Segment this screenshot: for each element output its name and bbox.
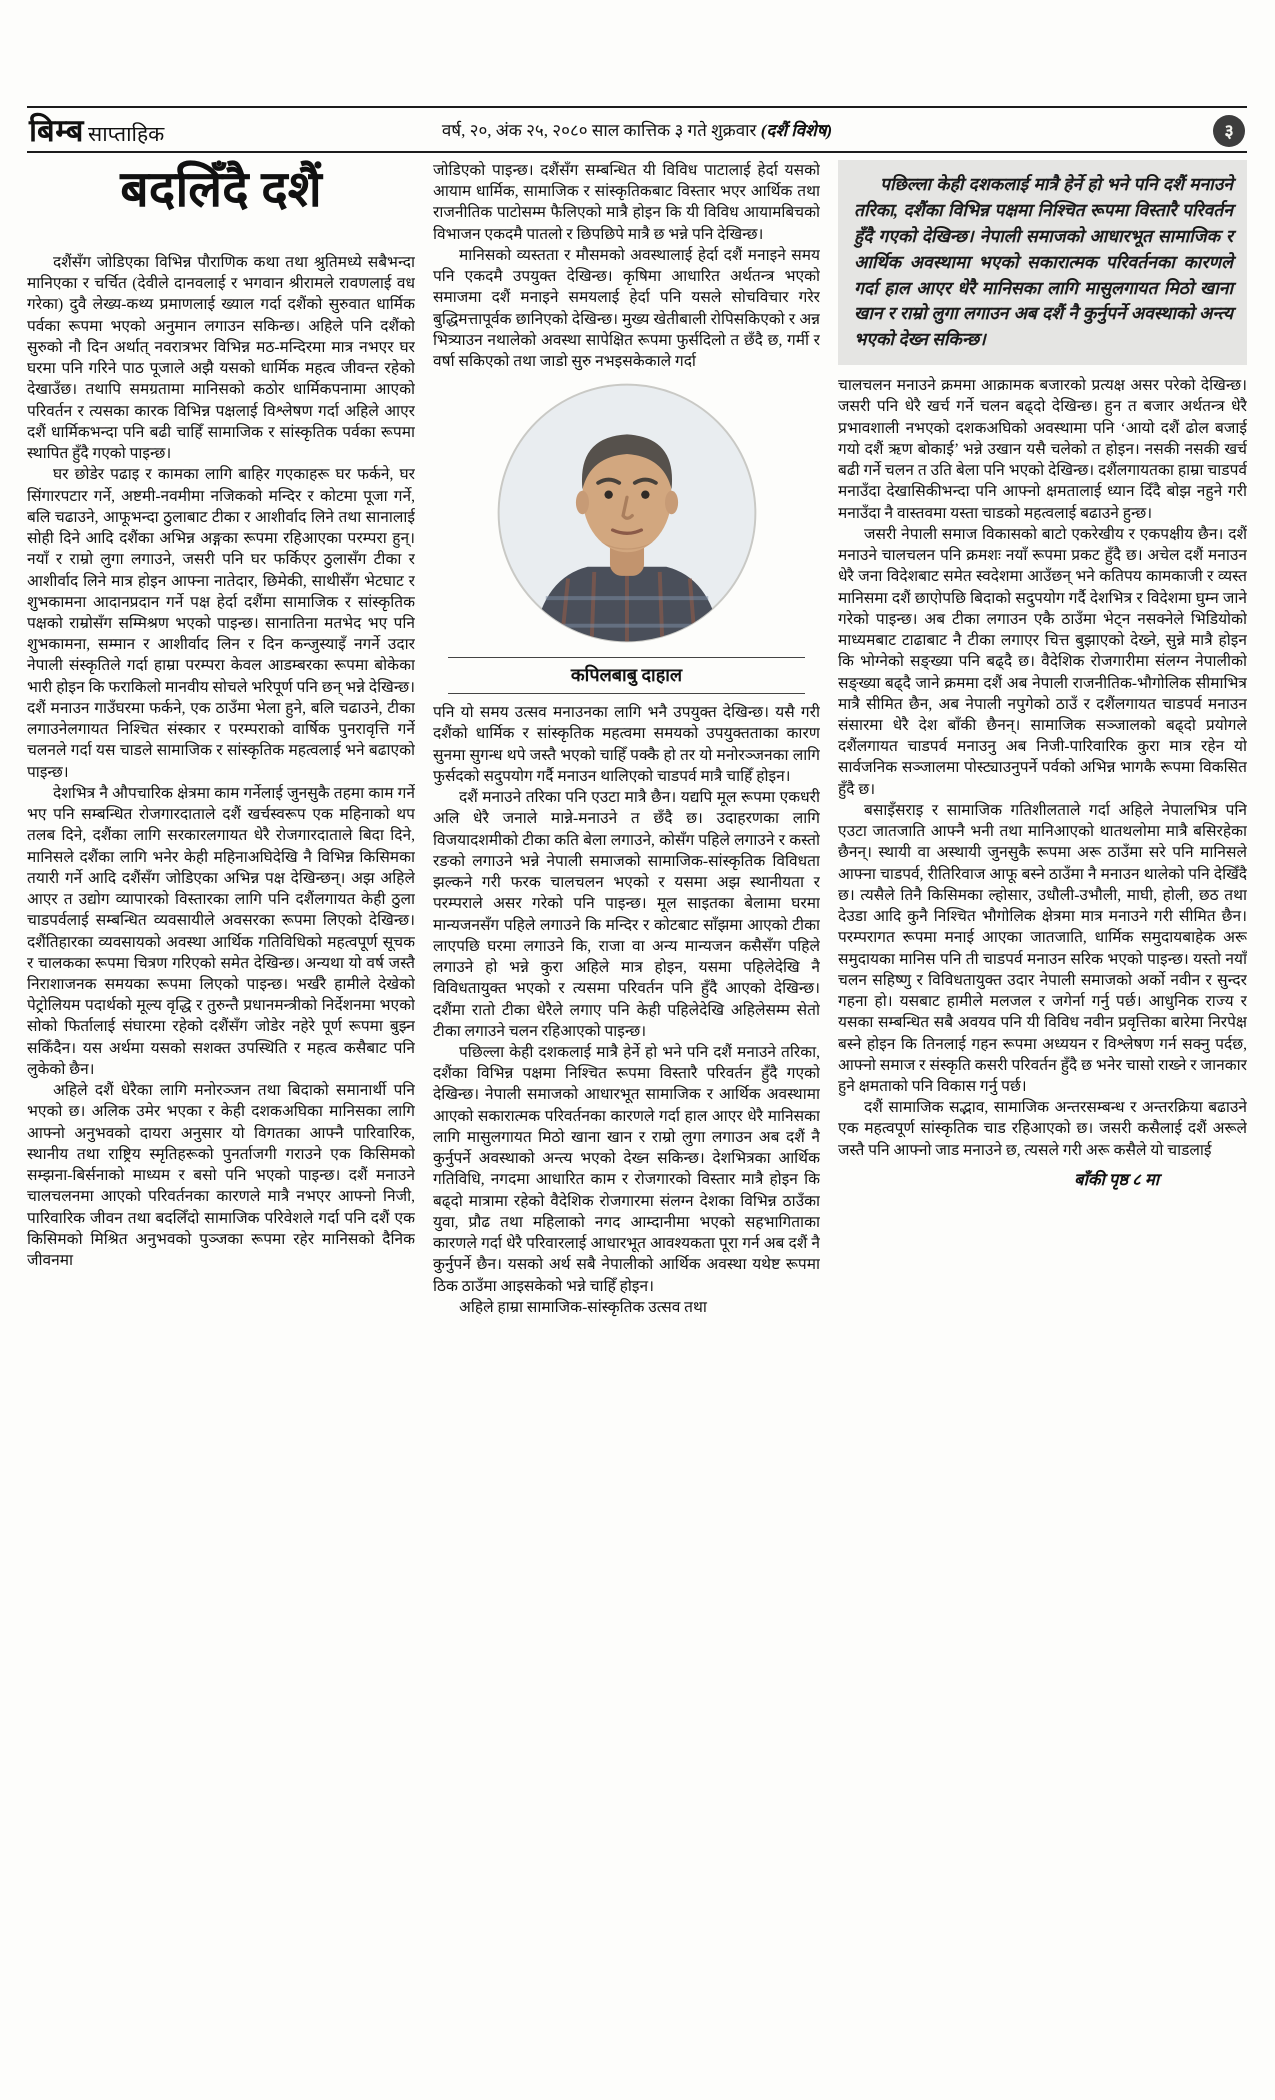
dateline (27, 118, 1247, 141)
article-paragraph: मानिसको व्यस्तता र मौसमको अवस्थालाई हेर्दा दशैं मनाइने समय पनि एकदमै उपयुक्त देखिन्छ। कृषिमा आधारित अर्थतन्त्र भएको समाजमा दशैं मनाइने समयलाई हेर्दा पनि यसले सोचविचार गरेर बुद्धिमत्तापूर्वक छानिएको देखिन्छ। मुख्य खेतीबाली रोपिसकिएको र अन्न भित्र्याउन नथालेको अवस्था सापेक्षित रूपमा फुर्सदिलो त छँदै छ, गर्मी र वर्षा सकिएको तथा जाडो सुरु नभइसकेकाले गर्दा (433, 246, 820, 371)
article-paragraph: अहिले दशैं धेरैका लागि मनोरञ्जन तथा बिदाको समानार्थी पनि भएको छ। अलिक उमेर भएका र केही दशकअघिका मानिसका लागि आफ्नो अनुभवको दायरा अनुसार यो विगतका आफ्नै पारिवारिक, स्थानीय तथा राष्ट्रिय स्मृतिहरूको पुनर्ताजगी गराउने एक किसिमको सम्झना-बिर्सनाको माध्यम र बसो पनि भएको पाइन्छ। दशैं मनाउने चालचलनमा आएको परिवर्तनका कारणले मात्रै नभएर आफ्नो निजी, पारिवारिक जीवन तथा बदलिँदो सामाजिक परिवेशले गर्दा पनि दशैं एक किसिमको मिश्रित अनुभवको पुञ्जका रूपमा रहेर मानिसको दैनिक जीवनमा (27, 1082, 415, 1270)
article-paragraph: जोडिएको पाइन्छ। दशैंसँग सम्बन्धित यी विविध पाटालाई हेर्दा यसको आयाम धार्मिक, सामाजिक र सांस्कृतिकबाट विस्तार भएर आर्थिक तथा राजनीतिक पाटोसम्म फैलिएको मात्रै होइन कि यी विविध आयामबिचको विभाजन एकदमै पातलो र छिपछिपे मात्रै छ भन्ने पनि देखिन्छ। (433, 162, 820, 243)
page-number: ३ (1224, 121, 1234, 141)
masthead (27, 106, 1247, 153)
continuation-note: बाँकी पृष्ठ ८ मा (1074, 1169, 1159, 1189)
article-column-2 (433, 160, 820, 2082)
article-column-1 (27, 252, 415, 2082)
date-text: वर्ष, २०, अंक २५, २०८० साल कात्तिक ३ गते शुक्रवार (441, 121, 757, 140)
article-paragraph: बसाइँसराइ र सामाजिक गतिशीलताले गर्दा अहिले नेपालभित्र पनि एउटा जातजाति आफ्नै भनी तथा मानिआएको थातथलोमा मात्रै बसिरहेका छैनन्। स्थायी वा अस्थायी जुनसुकै रूपमा अरू ठाउँमा सरे पनि मानिसले आफ्ना चाडपर्व, रीतिरिवाज आफू बस्ने ठाउँमा नै मनाउन थालेको पनि देखिँदै छ। त्यसैले तिनै किसिमका ल्होसार, उधौली-उभौली, माघी, होली, छठ तथा देउडा आदि कुनै निश्चित भौगोलिक क्षेत्रमा मात्र मनाउने गरी सीमित छैन। परम्परागत रूपमा मनाई आएका जातजाति, धार्मिक समुदायबाहेक अरू समुदायका मानिस पनि ती चाडपर्व मनाउन सरिक भएको पाइन्छ। यस्तो नयाँ चलन सहिष्णु र विविधतायुक्त उदार नेपाली समाजको अर्को नवीन र सुन्दर गहना हो। यसबाट हामीले मलजल र जगेर्ना गर्नु पर्छ। आधुनिक राज्य र यसका सम्बन्धित सबै अवयव पनि यी विविध नवीन प्रवृत्तिका बारेमा निरपेक्ष बस्ने होइन कि तिनलाई गहन रूपमा अध्ययन र विश्लेषण गर्न सक्नु पर्दछ, आफ्नो समाज र संस्कृति कसरी परिवर्तन हुँदै छ भनेर चासो राख्ने र जानकार हुने क्षमताको पनि विकास गर्नु पर्छ। (838, 801, 1247, 1095)
page-number-badge (1213, 115, 1245, 147)
article-headline: बदलिँदै दशैं (120, 161, 322, 217)
paper-subtitle: साप्ताहिक (88, 121, 165, 146)
special-edition-tag: (दशैं विशेष) (760, 121, 833, 140)
article-paragraph: अहिले हाम्रा सामाजिक-सांस्कृतिक उत्सव तथा (459, 1298, 707, 1316)
article-paragraph: पछिल्ला केही दशकलाई मात्रै हेर्ने हो भने पनि दशैं मनाउने तरिका, दशैंका विभिन्न पक्षमा निश्चित रूपमा विस्तारै परिवर्तन हुँदै गएको देखिन्छ। नेपाली समाजको आधारभूत सामाजिक र आर्थिक अवस्थामा आएको सकारात्मक परिवर्तनका कारणले गर्दा हाल आएर धेरै मानिसका लागि मासुलगायत मिठो खाना खान र राम्रो लुगा लगाउन अब दशैं नै कुर्नुपर्ने अवस्थाको अन्त्य भएको देख्न सकिन्छ। देशभित्रका आर्थिक गतिविधि, नगदमा आधारित काम र रोजगारको विस्तार मात्रै होइन कि बढ्दो मात्रामा रहेको वैदेशिक रोजगारमा संलग्न देशका विभिन्न ठाउँका युवा, प्रौढ तथा महिलाको नगद आम्दानीमा भएको सहभागिताका कारणले गर्दा धेरै परिवारलाई आधारभूत आवश्यकता पूरा गर्न अब दशैं नै कुर्नुपर्ने छैन। यसको अर्थ सबै नेपालीको आर्थिक अवस्था यथेष्ट रूपमा ठिक ठाउँमा आइसकेको भन्ने चाहिँ होइन। (433, 1043, 820, 1295)
article-paragraph: पनि यो समय उत्सव मनाउनका लागि भनै उपयुक्त देखिन्छ। यसै गरी दशैंको धार्मिक र सांस्कृतिक महत्वमा समयको उपयुक्तताका कारण सुनमा सुगन्ध थपे जस्तै भएको चाहिँ पक्कै हो तर यो मनोरञ्जनका लागि फुर्सदको सदुपयोग गर्दै मनाउन थालिएको चाडपर्व मात्रै चाहिँ होइन। (433, 704, 820, 785)
article-paragraph: दशैं सामाजिक सद्भाव, सामाजिक अन्तरसम्बन्ध र अन्तरक्रिया बढाउने एक महत्वपूर्ण सांस्कृतिक चाड रहिआएको छ। जसरी कसैलाई दशैं अरूले जस्तै पनि आफ्नो जाड मनाउने छ, त्यसले गरी अरू कसैले यो चाडलाई (838, 1099, 1247, 1159)
article-paragraph: घर छोडेर पढाइ र कामका लागि बाहिर गएकाहरू घर फर्कने, घर सिंगारपटार गर्ने, अष्टमी-नवमीमा नजिकको मन्दिर र कोटमा पूजा गर्ने, बलि चढाउने, आफूभन्दा ठुलाबाट टीका र आशीर्वाद लिने तथा सानालाई सोही दिने आदि दशैंका अभिन्न अङ्गका रूपमा रहिआएका परम्परा हुन्। नयाँ र राम्रो लुगा लगाउने, जसरी पनि घर फर्किएर ठुलासँग टीका र आशीर्वाद लिने मात्र होइन आफ्ना नातेदार, छिमेकी, साथीसँग भेटघाट र शुभकामना आदानप्रदान गर्ने पक्ष हेर्दा दशैंमा सामाजिक र सांस्कृतिक पक्षको राम्रोसँग सम्मिश्रण भएको पाइन्छ। सानातिना मतभेद भए पनि शुभकामना, सम्मान र आशीर्वाद लिन र दिन कन्जुस्याइँ नगर्ने उदार नेपाली संस्कृतिले गर्दा हाम्रा परम्परा केवल आडम्बरका रूपमा बोकेका भारी होइन कि फराकिलो मानवीय सोचले भरिपूर्ण पनि छन् भन्ने देखिन्छ। दशैं मनाउन गाउँघरमा फर्कने, एक ठाउँमा भेला हुने, बलि चढाउने, टीका लगाउनेलगायत निश्चित संस्कार र परम्पराको वार्षिक पुनरावृत्ति गर्ने चलनले गर्दा यस चाडले सामाजिक र सांस्कृतिक महत्वलाई भने बढाएको पाइन्छ। (27, 466, 415, 781)
paper-title: बिम्ब (29, 112, 85, 148)
portrait-photo (433, 382, 820, 694)
person-portrait-graphic (496, 382, 758, 644)
article-column-3 (838, 160, 1247, 2082)
pull-quote: पछिल्ला केही दशकलाई मात्रै हेर्ने हो भने पनि दशैं मनाउने तरिका, दशैंका विभिन्न पक्षमा निश्चित रूपमा विस्तारै परिवर्तन हुँदै गएको देखिन्छ। नेपाली समाजको आधारभूत सामाजिक र आर्थिक अवस्थामा भएको सकारात्मक परिवर्तनका कारणले गर्दा हाल आएर धेरै मानिसका लागि मासुलगायत मिठो खाना खान र राम्रो लुगा लगाउन अब दशैं नै कुर्नुपर्ने अवस्थाको अन्त्य भएको देख्न सकिन्छ। (838, 160, 1247, 365)
article-paragraph: देशभित्र नै औपचारिक क्षेत्रमा काम गर्नेलाई जुनसुकै तहमा काम गर्ने भए पनि सम्बन्धित रोजगारदाताले दशैं खर्चस्वरूप एक महिनाको थप तलब दिने, दशैंका लागि सरकारलगायत धेरै रोजगारदाताले बिदा दिने, मानिसले दशैंका लागि भनेर केही महिनाअघिदेखि नै विभिन्न किसिमका तयारी गर्ने आदि दशैंसँग जोडिएका अभिन्न पक्ष देखिन्छन्। अझ अहिले आएर त उद्योग व्यापारको विस्तारका लागि पनि दशैंलगायत केही ठुला चाडपर्वलाई सम्बन्धित व्यवसायीले अवसरका रूपमा लिएको देखिन्छ। दशैंतिहारका व्यवसायको अवस्था आर्थिक गतिविधिको महत्वपूर्ण सूचक र चालकका रूपमा चित्रण गरिएको समेत देखिन्छ। अन्यथा यो वर्ष जस्तै निराशाजनक समयका रूपमा लिएको पाइन्छ। भर्खरै हामीले देखेको पेट्रोलियम पदार्थको मूल्य वृद्धि र तुरुन्तै प्रधानमन्त्रीको निर्देशनमा भएको सोको फिर्तालाई संघारमा रहेको दशैंसँग जोडेर नहेरे पूर्ण रूपमा बुझ्न सकिँदैन। यस अर्थमा यसको सशक्त उपस्थिति र महत्व कसैबाट पनि लुकेको छैन। (27, 784, 415, 1078)
article-paragraph: दशैंसँग जोडिएका विभिन्न पौराणिक कथा तथा श्रुतिमध्ये सबैभन्दा मानिएका र चर्चित (देवीले दानवलाई र भगवान श्रीरामले रावणलाई वध गरेका) दुवै लेख्य-कथ्य प्रमाणलाई ख्याल गर्दा दशैंको सुरुवात धार्मिक पर्वका रूपमा भएको अनुमान लगाउन सकिन्छ। अहिले पनि दशैंको सुरुको नौ दिन अर्थात् नवरात्रभर विभिन्न मठ-मन्दिरमा मात्र नभएर घर घरमा पनि गरिने पाठ पूजाले अझै यसको धार्मिक महत्व जीवन्त रहेको देखाउँछ। तथापि समग्रतामा मानिसको कठोर धार्मिकपनामा आएको परिवर्तन र त्यसका कारक विभिन्न पक्षलाई विश्लेषण गर्दा अहिले आएर दशैं धार्मिकभन्दा पनि बढी चाहिँ सामाजिक र सांस्कृतिक पर्वका रूपमा स्थापित हुँदै गएको पाइन्छ। (27, 254, 415, 463)
article-paragraph: चालचलन मनाउने क्रममा आक्रामक बजारको प्रत्यक्ष असर परेको देखिन्छ। जसरी पनि धेरै खर्च गर्ने चलन बढ्दो देखिन्छ। हुन त बजार अर्थतन्त्र धेरै प्रभावशाली नभएको दशकअघिको अवस्थामा पनि ‘आयो दशैं ढोल बजाई गयो दशैं ऋण बोकाई’ भन्ने उखान यसै चलेको त होइन। नसकी नसकी खर्च बढी गर्ने चलन त उति बेला पनि भएको देखिन्छ। दशैंलगायतका हाम्रा चाडपर्व मनाउँदा देखासिकीभन्दा पनि आफ्नो क्षमतालाई ध्यान दिँदै बोझ नहुने गरी मनाउँदा नै वास्तवमा यस्ता चाडको महत्वलाई बढाउने हुन्छ। (838, 377, 1247, 522)
article-paragraph: दशैं मनाउने तरिका पनि एउटा मात्रै छैन। यद्यपि मूल रूपमा एकधरी अलि धेरै जनाले मान्ने-मनाउने त छँदै छ। उदाहरणका लागि विजयादशमीको टीका कति बेला लगाउने, कोसँग पहिले लगाउने र कस्तो रङको लगाउने भन्ने नेपाली समाजको सामाजिक-सांस्कृतिक विविधता झल्कने गरी फरक चालचलन भएको र यसमा अझ स्थानीयता र परम्पराले असर गरेको पनि पाइन्छ। मूल साइतका बेलामा घरमा मान्यजनसँग पहिले लगाउने कि मन्दिर र कोटबाट साँझमा आएको टीका लाएपछि घरमा लगाउने कि, राजा वा अन्य मान्यजन कसैसँग पहिले लगाउने हो भन्ने कुरा अहिले मात्र होइन, यसमा पहिलेदेखि नै विविधतायुक्त भएको र त्यसमा परिवर्तन पनि हुँदै आएको देखिन्छ। दशैंमा रातो टीका धेरैले लगाए पनि केही पहिलेदेखि अहिलेसम्म सेतो टीका लगाउने चलन रहिआएको पाइन्छ। (433, 789, 820, 1040)
photo-caption: कपिलबाबु दाहाल (448, 657, 804, 695)
article-paragraph: जसरी नेपाली समाज विकासको बाटो एकरेखीय र एकपक्षीय छैन। दशैं मनाउने चालचलन पनि क्रमशः नयाँ रूपमा प्रकट हुँदै छ। अचेल दशैं मनाउन धेरै जना विदेशबाट समेत स्वदेशमा आउँछन् भने कतिपय कामकाजी र व्यस्त मानिसमा दशैं छाएोपछि बिदाको सदुपयोग गर्दै देशभित्र र विदेशमा घुम्न जाने गरेको पाइन्छ। अब टीका लगाउन एकै ठाउँमा भेट्न नसक्नेले भिडियोको माध्यमबाट टाढाबाट नै टीका लगाएर चित्त बुझाएको देख्ने, सुन्ने मात्रै होइन कि भोग्नेको सङ्ख्या पनि बढ्दै छ। वैदेशिक रोजगारीमा संलग्न नेपालीको सङ्ख्या बढ्दै जाने क्रममा दशैं अब नेपाली राजनीतिक-भौगोलिक सीमाभित्र मात्रै सीमित छैन, अब नेपाली नपुगेको ठाउँ र दशैंलगायत चाडपर्व मनाउन संसारमा धेरै देश बाँकी छैनन्। सामाजिक सञ्जालको बढ्दो प्रयोगले दशैंलगायत चाडपर्व मनाउनु अब निजी-पारिवारिक कुरा मात्र रहेन यो सार्वजनिक सञ्जालमा पोस्ट्याउनुपर्ने पर्वको अभिन्न भागकै रूपमा विकसित हुँदै छ। (838, 525, 1247, 798)
